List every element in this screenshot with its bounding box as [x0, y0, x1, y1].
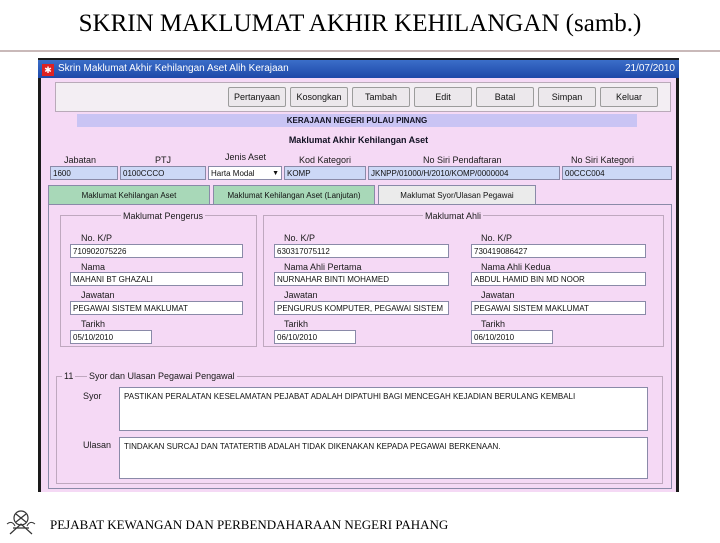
crest-logo-icon [4, 504, 38, 538]
ahli-pertama-nama-field[interactable]: NURNAHAR BINTI MOHAMED [274, 272, 449, 286]
ahli-kedua-no-kp-label: No. K/P [481, 233, 513, 243]
batal-button[interactable]: Batal [476, 87, 534, 107]
form-area [41, 78, 676, 492]
form-heading: Maklumat Akhir Kehilangan Aset [288, 135, 429, 145]
pengerus-nama-label: Nama [81, 262, 106, 272]
pengerus-tarikh-field[interactable]: 05/10/2010 [70, 330, 152, 344]
section-number: 11 [64, 371, 74, 381]
title-divider [0, 50, 720, 52]
ahli-kedua-no-kp-field[interactable]: 730419086427 [471, 244, 646, 258]
keluar-button[interactable]: Keluar [600, 87, 658, 107]
ahli-pertama-no-kp-field[interactable]: 630317075112 [274, 244, 449, 258]
ulasan-label: Ulasan [83, 440, 112, 450]
ahli-pertama-jawatan-field[interactable]: PENGURUS KOMPUTER, PEGAWAI SISTEM [274, 301, 449, 315]
kod-kategori-label: Kod Kategori [299, 155, 352, 165]
syor-textarea[interactable]: PASTIKAN PERALATAN KESELAMATAN PEJABAT ADALAH DIPATUHI BAGI MENCEGAH KEJADIAN BERULANG KEMBALI [119, 387, 648, 431]
ahli-pertama-nama-label: Nama Ahli Pertama [284, 262, 362, 272]
application-screenshot [38, 58, 679, 492]
toolbar [55, 82, 671, 112]
pengerus-title: Maklumat Pengerus [123, 211, 204, 221]
kosongkan-button[interactable]: Kosongkan [290, 87, 348, 107]
window-title: Skrin Maklumat Akhir Kehilangan Aset Alih Kerajaan [58, 63, 289, 74]
pengerus-no-kp-field[interactable]: 710902075226 [70, 244, 243, 258]
pengerus-tarikh-label: Tarikh [81, 319, 106, 329]
no-siri-kategori-field[interactable]: 00CCC004 [562, 166, 672, 180]
ahli-kedua-nama-label: Nama Ahli Kedua [481, 262, 551, 272]
kod-kategori-field[interactable]: KOMP [284, 166, 366, 180]
tab-maklumat-kehilangan-aset-lanjutan[interactable]: Maklumat Kehilangan Aset (Lanjutan) [213, 185, 375, 204]
pengerus-jawatan-label: Jawatan [81, 290, 115, 300]
ahli-kedua-jawatan-label: Jawatan [481, 290, 515, 300]
pengerus-no-kp-label: No. K/P [81, 233, 113, 243]
jabatan-field[interactable]: 1600 [50, 166, 118, 180]
chevron-down-icon[interactable]: ▼ [272, 170, 279, 177]
negeri-banner: KERAJAAN NEGERI PULAU PINANG [77, 114, 637, 127]
pengerus-jawatan-field[interactable]: PEGAWAI SISTEM MAKLUMAT [70, 301, 243, 315]
window-date: 21/07/2010 [624, 63, 675, 74]
jenis-aset-value: Harta Modal [211, 169, 255, 178]
ptj-field[interactable]: 0100CCCO [120, 166, 206, 180]
ahli-kedua-tarikh-label: Tarikh [481, 319, 506, 329]
ahli-pertama-jawatan-label: Jawatan [284, 290, 318, 300]
footer-text: PEJABAT KEWANGAN DAN PERBENDAHARAAN NEGERI PAHANG [50, 517, 449, 532]
ahli-pertama-no-kp-label: No. K/P [284, 233, 316, 243]
edit-button[interactable]: Edit [414, 87, 472, 107]
jenis-aset-select[interactable] [208, 166, 282, 180]
pertanyaan-button[interactable]: Pertanyaan [228, 87, 286, 107]
ahli-kedua-tarikh-field[interactable]: 06/10/2010 [471, 330, 553, 344]
ulasan-textarea[interactable]: TINDAKAN SURCAJ DAN TATATERTIB ADALAH TIDAK DIKENAKAN KEPADA PEGAWAI BERKENAAN. [119, 437, 648, 479]
ahli-pertama-tarikh-field[interactable]: 06/10/2010 [274, 330, 356, 344]
jabatan-label: Jabatan [64, 155, 97, 165]
no-siri-pendaftaran-label: No Siri Pendaftaran [423, 155, 502, 165]
tab-maklumat-kehilangan-aset[interactable]: Maklumat Kehilangan Aset [48, 185, 210, 204]
tambah-button[interactable]: Tambah [352, 87, 410, 107]
slide-title: SKRIN MAKLUMAT AKHIR KEHILANGAN (samb.) [78, 10, 642, 37]
ahli-title: Maklumat Ahli [425, 211, 482, 221]
pengerus-nama-field[interactable]: MAHANI BT GHAZALI [70, 272, 243, 286]
jenis-aset-label: Jenis Aset [225, 152, 267, 162]
ahli-kedua-nama-field[interactable]: ABDUL HAMID BIN MD NOOR [471, 272, 646, 286]
no-siri-pendaftaran-field[interactable]: JKNPP/01000/H/2010/KOMP/0000004 [368, 166, 560, 180]
ahli-pertama-tarikh-label: Tarikh [284, 319, 309, 329]
app-logo-icon: ✱ [42, 64, 54, 76]
syor-label: Syor [83, 391, 102, 401]
no-siri-kategori-label: No Siri Kategori [571, 155, 635, 165]
syor-section-title: Syor dan Ulasan Pegawai Pengawal [89, 371, 235, 381]
ahli-kedua-jawatan-field[interactable]: PEGAWAI SISTEM MAKLUMAT [471, 301, 646, 315]
ptj-label: PTJ [155, 155, 172, 165]
window-title-bar [38, 60, 679, 78]
simpan-button[interactable]: Simpan [538, 87, 596, 107]
tab-maklumat-syor-ulasan-pegawai[interactable]: Maklumat Syor/Ulasan Pegawai [378, 185, 536, 204]
